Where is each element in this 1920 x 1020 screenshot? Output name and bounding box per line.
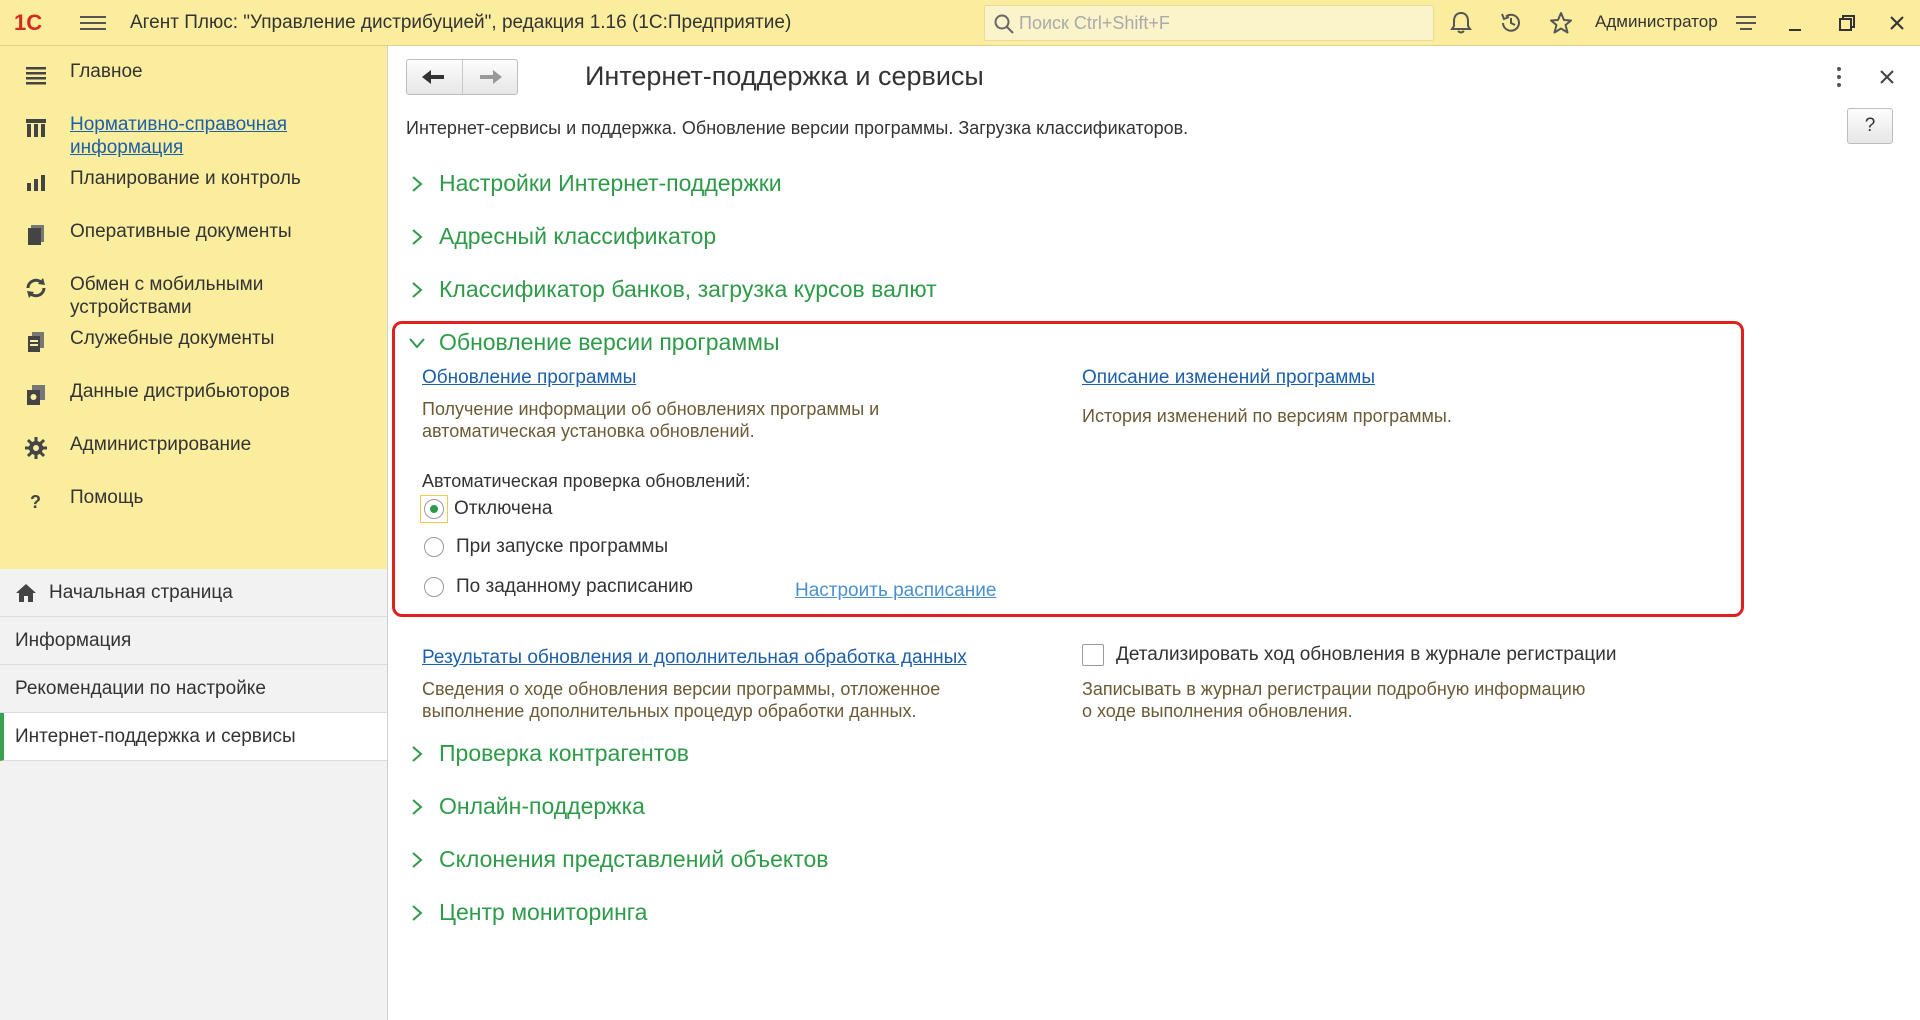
auto-check-label: Автоматическая проверка обновлений: xyxy=(422,471,751,491)
description-line: Записывать в журнал регистрации подробную информацию xyxy=(1082,679,1586,699)
open-window-label: Начальная страница xyxy=(49,581,233,603)
svg-text:1С: 1С xyxy=(14,10,43,35)
1c-logo[interactable] xyxy=(14,9,64,35)
section-reference-info[interactable] xyxy=(0,109,387,163)
question-icon xyxy=(24,489,48,513)
section-operational-docs[interactable] xyxy=(0,216,387,269)
section-main[interactable] xyxy=(0,56,387,109)
radio-label: Отключена xyxy=(454,498,553,519)
group-title: Классификатор банков, загрузка курсов валют xyxy=(439,276,937,302)
section-label: Планирование и контроль xyxy=(70,168,301,189)
user-name[interactable]: Администратор xyxy=(1595,12,1718,31)
arrow-right-icon xyxy=(478,69,502,85)
radio-disabled[interactable] xyxy=(420,495,552,523)
service-docs-icon xyxy=(24,330,48,354)
section-label: Администрирование xyxy=(70,434,252,455)
back-button[interactable] xyxy=(407,60,463,94)
forward-button[interactable] xyxy=(463,60,518,94)
svg-text:?: ? xyxy=(30,492,41,512)
main-menu-icon[interactable] xyxy=(80,12,106,34)
open-window-label: Информация xyxy=(15,629,132,651)
chevron-right-icon xyxy=(409,851,425,869)
description-line: выполнение дополнительных процедур обработки данных. xyxy=(422,701,917,721)
catalog-icon xyxy=(24,116,48,140)
detail-logging-description xyxy=(1082,678,1585,722)
program-changes-link[interactable]: Описание изменений программы xyxy=(1082,367,1375,388)
radio-button[interactable] xyxy=(424,577,444,597)
chevron-right-icon xyxy=(409,745,425,763)
list-icon xyxy=(24,63,48,87)
top-bar xyxy=(0,0,1920,46)
group-title: Обновление версии программы xyxy=(439,329,780,355)
radio-button-selected[interactable] xyxy=(424,499,444,519)
description-line: о ходе выполнения обновления. xyxy=(1082,701,1353,721)
update-results-description xyxy=(422,678,940,722)
documents-icon xyxy=(24,223,48,247)
minimize-icon[interactable] xyxy=(1780,8,1810,38)
group-title: Склонения представлений объектов xyxy=(439,846,829,872)
star-icon[interactable] xyxy=(1548,10,1574,36)
navigation-buttons xyxy=(406,59,518,95)
section-mobile-exchange[interactable] xyxy=(0,269,387,323)
radio-label: По заданному расписанию xyxy=(456,576,693,597)
open-window-recommendations[interactable] xyxy=(0,665,387,713)
radio-on-startup[interactable] xyxy=(424,536,668,558)
open-window-home[interactable] xyxy=(0,569,387,617)
detail-logging-checkbox[interactable] xyxy=(1082,644,1617,666)
main-form xyxy=(389,46,1920,1020)
section-help[interactable] xyxy=(0,482,387,535)
description-line: Получение информации об обновлениях программы и xyxy=(422,399,880,419)
chevron-right-icon xyxy=(409,228,425,246)
description-line: Сведения о ходе обновления версии программы, отложенное xyxy=(422,679,941,699)
description-line: автоматическая установка обновлений. xyxy=(422,421,755,441)
update-program-description xyxy=(422,398,879,442)
section-label: Оперативные документы xyxy=(70,221,292,242)
home-icon xyxy=(15,582,37,604)
more-vertical-icon[interactable] xyxy=(1829,64,1849,90)
highlight-frame xyxy=(392,321,1744,617)
group-title: Адресный классификатор xyxy=(439,223,717,249)
page-title: Интернет-поддержка и сервисы xyxy=(585,61,984,91)
section-administration[interactable] xyxy=(0,429,387,482)
group-title: Проверка контрагентов xyxy=(439,740,690,766)
configure-schedule-link[interactable]: Настроить расписание xyxy=(795,580,997,601)
arrow-left-icon xyxy=(422,69,446,85)
help-button[interactable]: ? xyxy=(1847,108,1893,144)
group-object-declensions[interactable] xyxy=(409,846,828,873)
section-label: Данные дистрибьюторов xyxy=(70,381,290,402)
group-online-support[interactable] xyxy=(409,793,645,820)
chevron-right-icon xyxy=(409,175,425,193)
open-window-info[interactable] xyxy=(0,617,387,665)
chevron-right-icon xyxy=(409,904,425,922)
search-input[interactable] xyxy=(1019,10,1419,36)
chevron-right-icon xyxy=(409,798,425,816)
open-window-label: Рекомендации по настройке xyxy=(15,677,266,699)
group-title: Центр мониторинга xyxy=(439,899,648,925)
section-label: Обмен с мобильными устройствами xyxy=(70,274,264,318)
update-results-link[interactable]: Результаты обновления и дополнительная обработка данных xyxy=(422,647,967,668)
program-changes-description: История изменений по версиям программы. xyxy=(1082,406,1452,426)
restore-icon[interactable] xyxy=(1832,8,1862,38)
section-distributor-data[interactable] xyxy=(0,376,387,429)
group-program-update[interactable] xyxy=(409,329,780,356)
page-description: Интернет-сервисы и поддержка. Обновление версии программы. Загрузка классификаторов. xyxy=(406,118,1189,138)
sync-icon xyxy=(24,276,48,300)
group-bank-classifier[interactable] xyxy=(409,276,937,303)
section-service-docs[interactable] xyxy=(0,323,387,376)
section-label: Главное xyxy=(70,61,143,82)
search-icon xyxy=(993,13,1015,35)
update-program-link[interactable]: Обновление программы xyxy=(422,367,637,388)
checkbox-label: Детализировать ход обновления в журнале регистрации xyxy=(1116,644,1617,665)
chevron-down-icon xyxy=(409,334,425,352)
radio-button[interactable] xyxy=(424,537,444,557)
open-windows-list xyxy=(0,569,387,761)
section-label: Служебные документы xyxy=(70,328,275,349)
app-title: Агент Плюс: "Управление дистрибуцией", редакция 1.16 (1С:Предприятие) xyxy=(130,12,792,33)
radio-focus-frame xyxy=(420,495,448,523)
group-monitoring-center[interactable] xyxy=(409,899,647,926)
chevron-right-icon xyxy=(409,281,425,299)
close-window-icon[interactable] xyxy=(1882,8,1912,38)
open-window-internet-support[interactable] xyxy=(0,713,387,761)
section-label: Помощь xyxy=(70,487,144,508)
open-window-label: Интернет-поддержка и сервисы xyxy=(15,725,296,747)
close-icon[interactable] xyxy=(1876,66,1898,88)
radio-label: При запуске программы xyxy=(456,536,669,557)
group-title: Настройки Интернет-поддержки xyxy=(439,170,782,196)
history-icon[interactable] xyxy=(1498,10,1524,36)
settings-lines-icon[interactable] xyxy=(1733,10,1759,36)
sections-panel xyxy=(0,46,387,569)
section-planning[interactable] xyxy=(0,163,387,216)
group-title: Онлайн-поддержка xyxy=(439,793,645,819)
distributor-data-icon xyxy=(24,383,48,407)
radio-by-schedule[interactable] xyxy=(424,576,693,598)
gear-icon xyxy=(24,436,48,460)
bell-icon[interactable] xyxy=(1448,10,1474,36)
group-address-classifier[interactable] xyxy=(409,223,716,250)
group-internet-support-settings[interactable] xyxy=(409,170,782,197)
sidebar xyxy=(0,46,388,1020)
section-label: Нормативно-справочная информация xyxy=(70,114,288,158)
chart-icon xyxy=(24,170,48,194)
group-counterparty-check[interactable] xyxy=(409,740,689,767)
checkbox-box[interactable] xyxy=(1082,644,1104,666)
search-box[interactable] xyxy=(984,5,1434,41)
